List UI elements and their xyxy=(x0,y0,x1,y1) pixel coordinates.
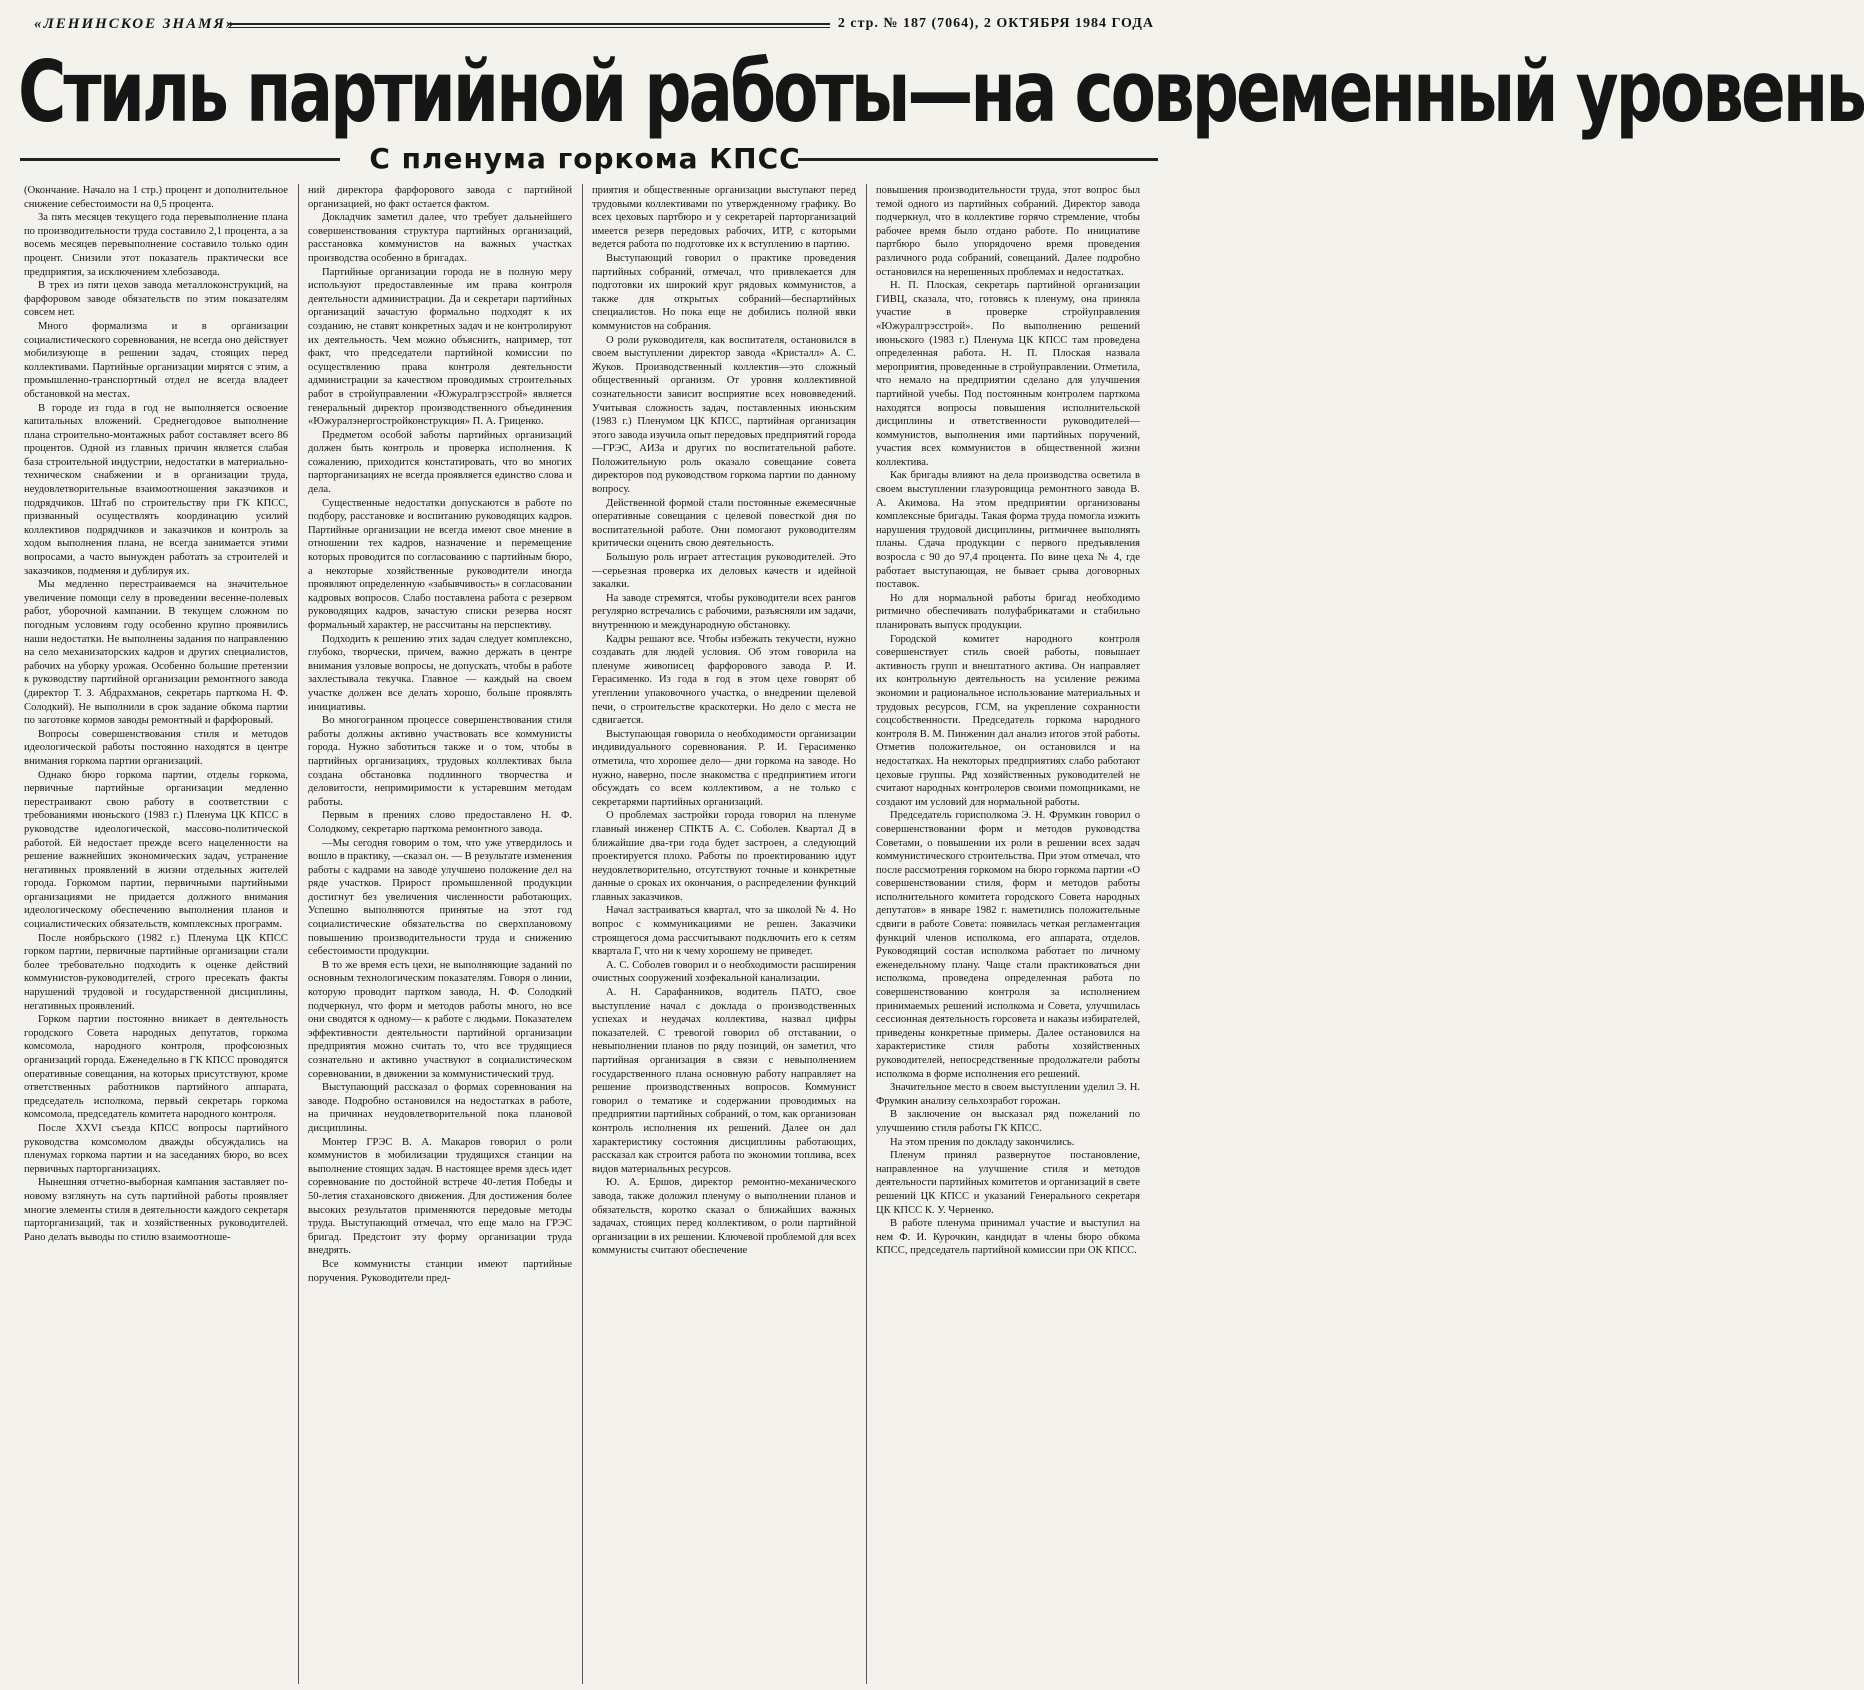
paragraph: О проблемах застройки города говорил на пленуме главный инженер СПКТБ А. С. Соболев. Квартал Д в ближайшие два-три года будет застроен, а следующий проектируется плохо. Работы по проектированию идут неудовлетворительно, отсутствуют точные и конкретные данные о сроках их окончания, о распределении функций главных заказчиков. xyxy=(592,810,856,903)
paragraph: После ноябрьского (1982 г.) Пленума ЦК КПСС горком партии, первичные партийные организации стали более требовательно подходить к оценке действий коммунистов-руководителей, строго пресекать факты нарушений трудовой и государственной дисциплины, негативных проявлений. xyxy=(24,932,288,1012)
paragraph: На этом прения по докладу закончились. xyxy=(890,1136,1075,1148)
text-column-1 xyxy=(24,184,288,1684)
paragraph: Кадры решают все. Чтобы избежать текучести, нужно создавать для людей условия. Об этом говорила на пленуме живописец фарфорового завода Р. И. Герасименко. Из года в год в этом цехе говорят об утеплении упаковочного участка, о внедрении щелевой печи, о строительстве краскотерки. Но дело с места не сдвигается. xyxy=(592,633,856,727)
paragraph: (Окончание. Начало на 1 стр.) процент и дополнительное снижение себестоимости на 0,5 процента. xyxy=(24,185,288,210)
paragraph: Первым в прениях слово предоставлено Н. Ф. Солодкому, секретарю парткома ремонтного завода. xyxy=(308,810,572,835)
paragraph: Большую роль играет аттестация руководителей. Это—серьезная проверка их деловых качеств и идейной закалки. xyxy=(592,552,856,591)
masthead-rule xyxy=(228,23,830,28)
paragraph: Во многогранном процессе совершенствования стиля работы должны активно участвовать все коммунисты города. Нужно заботиться также и о том, чтобы в партийных организациях, трудовых коллективах была создана обстановка подлинного творчества и деловитости, непримиримости к устаревшим методам работы. xyxy=(308,715,572,808)
paragraph: Вопросы совершенствования стиля и методов идеологической работы постоянно находятся в центре внимания горкома партии организаций. xyxy=(24,728,288,767)
newspaper-name: «ЛЕНИНСКОЕ ЗНАМЯ» xyxy=(34,16,236,32)
column-divider xyxy=(298,184,299,1684)
text-column-2 xyxy=(308,184,572,1684)
paragraph: В заключение он высказал ряд пожеланий по улучшению стиля работы ГК КПСС. xyxy=(876,1109,1140,1134)
paragraph: Значительное место в своем выступлении уделил Э. Н. Фрумкин анализу сельхозработ горожан. xyxy=(876,1082,1140,1107)
paragraph: Монтер ГРЭС В. А. Макаров говорил о роли коммунистов в мобилизации трудящихся станции на выполнение стоящих задач. В настоящее время здесь идет соревнование по достойной встрече 40-летия Победы и 50-летия стахановского движения. Для достижения более высоких результатов применяются передовые методы труда. Выступающий отмечал, что еще мало на ГРЭС бригад. Предстоит эту форму организации труда внедрять. xyxy=(308,1136,572,1257)
column-divider xyxy=(582,184,583,1684)
paragraph: А. Н. Сарафанников, водитель ПАТО, свое выступление начал с доклада о производственных успехах и неудачах коллектива, назвал цифры показателей. С тревогой говорил об отставании, о невыполнении планов по ряду позиций, он заметил, что партийная организация в связи с невыполнением государственного плана основную работу направляет на решение производственных вопросов. Коммунист говорил о тематике и содержании проводимых на предприятии партийных собраний, о том, как организован контроль исполнения их решений. Далее он дал характеристику состояния дисциплины работающих, рассказал как строится работа по экономии топлива, всех видов материальных ресурсов. xyxy=(592,987,856,1175)
headline: Стиль партийной работы—на современный уровень xyxy=(18,42,1864,142)
paragraph: В работе пленума принимал участие и выступил на нем Ф. И. Курочкин, кандидат в члены бюро обкома КПСС, председатель партийной комиссии при ОК КПСС. xyxy=(876,1218,1140,1257)
paragraph: ний директора фарфорового завода с партийной организацией, но факт остается фактом. xyxy=(308,185,572,210)
paragraph: Городской комитет народного контроля совершенствует стиль своей работы, повышает активность групп и внештатного актива. Он направляет их контрольную деятельность на усиление режима экономии и рациональное использование материальных и трудовых ресурсов, ГСМ, на укрепление сохранности соцсобственности. Председатель горкома народного контроля В. М. Пинженин дал анализ итогов этой работы. Отметив положительное, он остановился и на недостатках. На некоторых предприятиях слабо работают цеховые группы. Ряд хозяйственных руководителей не считают народных контролеров своими помощниками, не создают им условий для нормальной работы. xyxy=(876,633,1140,808)
paragraph: Н. П. Плоская, секретарь партийной организации ГИВЦ, сказала, что, готовясь к пленуму, она приняла участие в проверке стройуправления «Южуралгрэсстрой». По выполнению решений июньского (1983 г.) Пленума ЦК КПСС там проведена определенная работа. Н. П. Плоская назвала мероприятия, проведенные в стройуправлении. Отметила, что немало на предприятии сделано для улучшения партийной учебы. Под постоянным контролем парткома находятся вопросы повышения исполнительской дисциплины и ответственности руководителей— коммунистов, выполнения ими партийных поручений, участия всех коммунистов в общественной жизни коллектива. xyxy=(876,280,1140,468)
paragraph: На заводе стремятся, чтобы руководители всех рангов регулярно встречались с рабочими, разъясняли им задачи, внутреннюю и международную обстановку. xyxy=(592,592,856,631)
paragraph: —Мы сегодня говорим о том, что уже утвердилось и вошло в практику, —сказал он. — В результате изменения работы с кадрами на заводе улучшено положение дел на ряде участков. Прирост промышленной продукции достигнут без увеличения численности работающих. Успешно выполняются принятые на этот год социалистические обязательства по сверхплановому повышению производительности труда и снижению себестоимости продукции. xyxy=(308,837,572,958)
paragraph: Однако бюро горкома партии, отделы горкома, первичные партийные организации медленно перестраивают свою работу в соответствии с требованиями июньского (1983 г.) Пленума ЦК КПСС в руководстве идеологической, массово-политической работой. Ей недостает прежде всего нацеленности на решение важнейших экономических задач, устранение негативных проявлений в жизни отдельных жителей города. Горкомом партии, первичными партийными организациями не придается должного внимания идеологическому обеспечению выполнения планов и социалистических обязательств, комплексных программ. xyxy=(24,769,288,931)
issue-info: 2 стр. № 187 (7064), 2 ОКТЯБРЯ 1984 ГОДА xyxy=(837,16,1154,31)
paragraph: Нынешняя отчетно-выборная кампания заставляет по-новому взглянуть на суть партийной работы проявляет многие элементы стиля в деятельности каждого секретаря парторганизаций, так и хозяйственных руководителей. Рано делать выводы по стилю взаимоотноше- xyxy=(24,1177,288,1243)
text-column-4 xyxy=(876,184,1140,1684)
rubric-rule-right xyxy=(798,158,1158,161)
paragraph: После XXVI съезда КПСС вопросы партийного руководства комсомолом дважды обсуждались на пленумах горкома партии и на заседаниях бюро, во всех первичных парторганизациях. xyxy=(24,1122,288,1175)
paragraph: В трех из пяти цехов завода металлоконструкций, на фарфоровом заводе обязательств по этим показателям совсем нет. xyxy=(24,280,288,319)
paragraph: Выступающий рассказал о формах соревнования на заводе. Подробно остановился на недостатках в работе, на причинах неудовлетворительной пока плановой дисциплины. xyxy=(308,1082,572,1134)
rubric: С пленума горкома КПСС xyxy=(369,142,801,175)
paragraph: Существенные недостатки допускаются в работе по подбору, расстановке и воспитанию руководящих кадров. Партийные организации не всегда имеют свое мнение в отношении тех кадров, назначение и перемещение которых проводится по согласованию с партийным бюро, а некоторые хозяйственные руководители иногда проявляют определенную «забывчивость» в согласовании кадровых вопросов. Слабо поставлена работа с резервом руководящих кадров, зачастую списки резерва носят формальный характер, не рассчитаны на перспективу. xyxy=(308,497,572,631)
paragraph: Действенной формой стали постоянные ежемесячные оперативные совещания с целевой повесткой дня по воспитательной работе. Они помогают руководителям критически оценить свою деятельность. xyxy=(592,497,856,550)
paragraph: Все коммунисты станции имеют партийные поручения. Руководители пред- xyxy=(308,1258,572,1284)
text-column-3 xyxy=(592,184,856,1684)
paragraph: О роли руководителя, как воспитателя, остановился в своем выступлении директор завода «Кристалл» А. С. Жуков. Производственный коллектив—это сложный общественный организм. От уровня коллективной сознательности зависит восприятие всех нововведений. Учитывая сложность задач, поставленных июньским (1983 г.) Пленумом ЦК КПСС, партийная организация этого завода изучила опыт передовых предприятий города—ГРЭС, АИЗа и других по воспитательной работе. Положительную роль оказало совещание совета директоров под руководством горкома партии по данному вопросу. xyxy=(592,334,856,496)
paragraph: повышения производительности труда, этот вопрос был темой одного из партийных собраний. Директор завода подчеркнул, что в коллективе горячо стремление, чтобы рабочее время было отдано работе. По инициативе партбюро было упорядочено время проведения различного рода собраний, совещаний. Далее подробно остановился на нерешенных проблемах и недостатках. xyxy=(876,185,1140,278)
paragraph: Выступающий говорил о практике проведения партийных собраний, отмечал, что привлекается для подготовки их широкий круг рядовых коммунистов, а также для открытых собраний—беспартийных специалистов. Но пока еще не добились полной явки коммунистов на собрания. xyxy=(592,252,856,332)
paragraph: Партийные организации города не в полную меру используют предоставленные им права контроля деятельности администрации. Да и секретари партийных организаций зачастую формально подходят к их созданию, не ставят конкретных задач и не контролируют их деятельность. Чем можно объяснить, например, тот факт, что председатели партийной комиссии по осуществлению права контроля деятельности администрации за качеством проводимых строительных работ в стройуправлении «Южуралгрэсстрой» является генеральный директор производственного объединения «Южуралэнергостройконструкция» П. А. Гриценко. xyxy=(308,266,572,428)
paragraph: За пять месяцев текущего года перевыполнение плана по производительности труда составило 2,1 процента, а за восемь месяцев перевыполнение составило только один процент. Снизили этот показатель практически все предприятия, за исключением хлебозавода. xyxy=(24,212,288,278)
paragraph: Председатель горисполкома Э. Н. Фрумкин говорил о совершенствовании форм и методов руководства Советами, о повышении их роли в решении всех задач коммунистического строительства. При этом отмечал, что после рассмотрения горкомом на бюро горкома партии «О совершенствовании стиля, форм и методов работы исполнительного комитета городского Совета народных депутатов» в январе 1982 г. наметились положительные сдвиги в работе Совета: появилась четкая регламентация функций членов исполкома, его аппарата, отделов. Руководящий состав исполкома работает по личному еженедельному плану. Чаще стали практиковаться дни исполкома, проведена определенная работа по совершенствованию контроля за исполнением принимаемых решений исполкома и Совета, улучшилась сессионная деятельность горсовета и наказы избирателей, приведены конкретные примеры. Далее остановился на характеристике стиля работы хозяйственных руководителей, непосредственные продолжатели работы исполкома в форме исполнения его решений. xyxy=(876,810,1140,1080)
paragraph: Выступающая говорила о необходимости организации индивидуального соревнования. Р. И. Герасименко отметила, что хорошее дело— дни горкома на заводе. Но нужно, наверно, после знакомства с предприятием итоги обсуждать со всем коллективом, а не только с секретарями партийных организаций. xyxy=(592,728,856,808)
paragraph: Предметом особой заботы партийных организаций должен быть контроль и проверка исполнения. К сожалению, приходится констатировать, что во многих парторганизациях не всегда проявляется единство слова и дела. xyxy=(308,429,572,496)
paragraph: Пленум принял развернутое постановление, направленное на улучшение стиля и методов деятельности партийных комитетов и организаций в свете решений ЦК КПСС и указаний Генерального секретаря ЦК КПСС К. У. Черненко. xyxy=(876,1150,1140,1216)
paragraph: Ю. А. Ершов, директор ремонтно-механического завода, также доложил пленуму о выполнении планов и обязательств, коротко сказал о ближайших важных задачах, стоящих перед коллективом, о роли партийной организации в их решении. Ключевой проблемой для всех коммунисты считают обеспечение xyxy=(592,1177,856,1257)
paragraph: В то же время есть цехи, не выполняющие заданий по основным технологическим показателям. Говоря о линии, которую проводит партком завода, Н. Ф. Солодкий подчеркнул, что форм и методов работы много, но все они сводятся к одному— к работе с людьми. Показателем эффективности деятельности партийной организации предприятия можно считать то, что все трудящиеся сознательно и активно участвуют в социалистическом соревновании, в движении за коммунистический труд. xyxy=(308,959,572,1080)
paragraph: Но для нормальной работы бригад необходимо ритмично обеспечивать полуфабрикатами и стабильно планировать выпуск продукции. xyxy=(876,592,1140,631)
paragraph: Много формализма и в организации социалистического соревнования, не всегда оно действует мобилизующе в решении задач, стоящих перед коллективами. Партийные организации мирятся с этим, а промышленно-транспортный отдел не всегда владеет обстановкой на местах. xyxy=(24,320,288,400)
rubric-row xyxy=(20,142,1158,176)
paragraph: приятия и общественные организации выступают перед трудовыми коллективами по утвержденному графику. Во всех цеховых партбюро и у секретарей парторганизаций имеется резерв передовых рабочих, ИТР, с которыми ведется работа по подготовке их к вступлению в партию. xyxy=(592,185,856,251)
column-divider xyxy=(866,184,867,1684)
article-columns xyxy=(24,184,1158,1684)
paragraph: Мы медленно перестраиваемся на значительное увеличение помощи селу в проведении весенне-полевых работ, уборочной кампании. В текущем сложном по погодным условиям году особенно крупно проявились наши недостатки. Не выполнены задания по направлению на село механизаторских кадров и других специалистов, рабочих на уборку урожая. Особенно большие претензии к руководству партийной организации ремонтного завода (директор Т. З. Абдрахманов, секретарь парткома Н. Ф. Солодкий). Не выполнили в срок задание обкома партии по заготовке кормов заводы ремонтный и фарфоровый. xyxy=(24,579,288,727)
paragraph: Подходить к решению этих задач следует комплексно, глубоко, творчески, причем, важно держать в центре внимания узловые вопросы, не допускать, чтобы в работе захлестывала текучка. Главное — каждый на своем участке должен все делать хорошо, больше проявлять инициативы. xyxy=(308,633,572,713)
paragraph: Докладчик заметил далее, что требует дальнейшего совершенствования структура партийных организаций, расстановка коммунистов на важных участках производства особенно в бригадах. xyxy=(308,212,572,264)
paragraph: А. С. Соболев говорил и о необходимости расширения очистных сооружений хозфекальной канализации. xyxy=(592,959,856,985)
masthead xyxy=(18,6,1160,40)
paragraph: Горком партии постоянно вникает в деятельность городского Совета народных депутатов, горкома комсомола, народного контроля, профсоюзных организаций города. Еженедельно в ГК КПСС проводятся оперативные совещания, на которых присутствуют, кроме ответственных работников партийного аппарата, председатель исполкома, первый секретарь горкома комсомола, председатель комитета народного контроля. xyxy=(24,1014,288,1121)
paragraph: Как бригады влияют на дела производства осветила в своем выступлении глазуровщица ремонтного завода В. А. Акимова. На этом предприятии организованы комплексные бригады. Такая форма труда помогла изжить нарушения трудовой дисциплины, ритмичнее выполнять планы. Сдача продукции с первого предъявления возросла с 90 до 97,4 процента. По вине цеха № 4, где работает выступающая, не бывает срыва договорных поставок. xyxy=(876,470,1140,591)
paragraph: Начал застраиваться квартал, что за школой № 4. Но вопрос с коммуникациями не решен. Заказчики строящегося дома рассчитывают подключить его к сетям квартала Г, что ни к чему хорошему не приведет. xyxy=(592,905,856,958)
paragraph: В городе из года в год не выполняется освоение капитальных вложений. Среднегодовое выполнение плана строительно-монтажных работ составляет всего 86 процентов. Одной из главных причин является слабая база строительной индустрии, недостатки в материально-техническом снабжении и в организации труда, неудовлетворительные взаимоотношения заказчиков и подрядчиков. Штаб по строительству при ГК КПСС, призванный осуществлять координацию усилий коллективов подрядчиков и заказчиков и контроль за ходом выполнения плана, не всегда занимается этими вопросами, а часто вынужден работать за строителей и заказчиков, подменяя и дублируя их. xyxy=(24,402,288,577)
rubric-rule-left xyxy=(20,158,340,161)
